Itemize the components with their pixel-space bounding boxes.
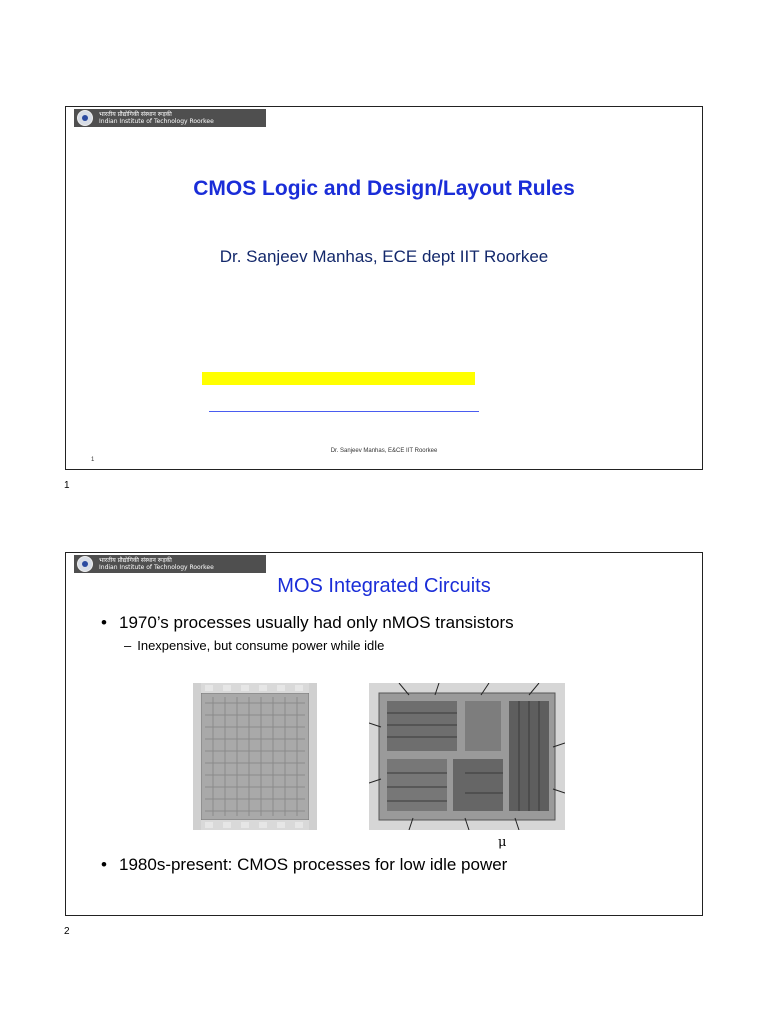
mu-symbol: μ — [498, 835, 507, 850]
logo-text-english: Indian Institute of Technology Roorkee — [99, 118, 214, 125]
slide-number: 1 — [91, 457, 95, 463]
blue-underline — [209, 411, 479, 412]
page-number-1: 1 — [64, 480, 70, 491]
yellow-highlight-bar — [202, 372, 475, 385]
sub-bullet-text: Inexpensive, but consume power while idle — [137, 638, 385, 653]
logo-text-english: Indian Institute of Technology Roorkee — [99, 564, 214, 571]
slide-title: CMOS Logic and Design/Layout Rules — [193, 177, 575, 200]
nmos-microprocessor-die-image — [369, 683, 565, 830]
bullet-item: • 1970’s processes usually had only nMOS transistors — [101, 613, 514, 632]
iit-roorkee-seal-icon — [77, 556, 93, 572]
iit-roorkee-header-logo — [74, 109, 266, 127]
logo-text-hindi: भारतीय प्रौद्योगिकी संस्थान रूड़की — [99, 111, 172, 118]
sub-bullet-item: – Inexpensive, but consume power while idle — [124, 638, 385, 653]
slide-author: Dr. Sanjeev Manhas, ECE dept IIT Roorkee — [219, 247, 549, 266]
slide-1 — [65, 106, 703, 470]
bullet-item: • 1980s-present: CMOS processes for low idle power — [101, 855, 508, 874]
iit-roorkee-seal-icon — [77, 110, 93, 126]
bullet-text: 1970’s processes usually had only nMOS transistors — [119, 613, 514, 632]
page-number-2: 2 — [64, 926, 70, 937]
bullet-text: 1980s-present: CMOS processes for low idle power — [119, 855, 508, 874]
nmos-memory-chip-image — [193, 683, 317, 830]
slide-footer: Dr. Sanjeev Manhas, E&CE IIT Roorkee — [330, 448, 438, 454]
iit-roorkee-header-logo — [74, 555, 266, 573]
slide-2 — [65, 552, 703, 916]
logo-text-hindi: भारतीय प्रौद्योगिकी संस्थान रूड़की — [99, 557, 172, 564]
slide-title: MOS Integrated Circuits — [277, 575, 491, 597]
